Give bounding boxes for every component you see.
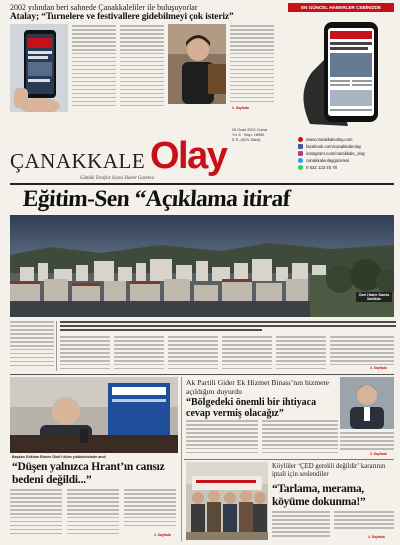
top-page-ref: 2. Sayfada (232, 106, 249, 110)
left-story-caption: Başkan Gökhan Birsen Dink’i ölüm yıldönümünde andı (12, 455, 106, 459)
lead-page-ref: 4. Sayfada (370, 366, 387, 370)
masthead-date: 26 Ocak 2024 Cuma (232, 128, 267, 132)
left-story-col-2 (67, 489, 119, 539)
contact-twitter[interactable]: canakkaleolaygazetesi (298, 157, 394, 164)
right-story-headline: “Tarlama, merama, köyüme dokunma!” (272, 483, 366, 508)
lead-photo (10, 215, 394, 317)
lead-headline: Eğitim-Sen “Açıklama itiraf (22, 186, 291, 212)
right-story-col-1 (272, 511, 330, 541)
singer-photo (168, 24, 226, 104)
contact-instagram[interactable]: instagram.com/canakkale_olay (298, 150, 394, 157)
top-headline: Atalay; “Turnelere ve festivallere gidebilmeyi çok isteriz” (10, 12, 234, 22)
right-story-col-2 (334, 511, 394, 533)
mid-col-1 (186, 420, 258, 458)
left-story-col-1 (10, 489, 62, 539)
top-story-col-2 (120, 25, 164, 111)
masthead-rule (10, 183, 394, 185)
lead-col-4 (222, 336, 272, 372)
mid-col-2 (262, 420, 338, 458)
top-kicker: 2002 yılından beri sahnede Çanakkaleliler ile buluşuyorlar (10, 3, 198, 12)
masthead-price: 5 TL (KDV Dahil) (232, 138, 261, 142)
left-story-headline: “Düşen yalnızca Hrant’ın cansız bedeni değildi...” (12, 461, 165, 486)
mid-photo (340, 377, 394, 429)
birsen-photo (10, 377, 178, 453)
masthead-name-left: ÇANAKKALE (10, 149, 146, 173)
sidebar-phone-image (290, 14, 394, 132)
masthead-logo (10, 137, 300, 177)
right-story-page-ref: 4. Sayfada (368, 535, 385, 539)
lead-col-5 (276, 336, 326, 372)
mid-bottom-rule (184, 459, 394, 460)
contact-facebook[interactable]: facebook.com/canakkaleolay (298, 143, 394, 150)
lead-col-2 (114, 336, 164, 372)
phone-photo (10, 24, 68, 112)
bottom-divider (181, 377, 182, 541)
mid-page-ref: 3. Sayfada (370, 452, 387, 456)
left-story-col-3 (124, 489, 176, 531)
lead-col-3 (168, 336, 218, 372)
lead-sidebar-col (10, 321, 54, 371)
left-story-page-ref: 2. Sayfada (154, 533, 171, 537)
masthead-issue: Yıl: 8 · Sayı: 18990 (232, 133, 265, 137)
top-story-col-1 (72, 25, 116, 111)
section-rule (10, 374, 394, 375)
sidebar-contact-list (298, 136, 394, 171)
mid-headline-top: Ak Partili Gider Ek Hizmet Binası’nın hizmete açıldığını duyurdu (186, 378, 329, 396)
mid-headline: “Bölgedeki önemli bir ihtiyaca cevap vermiş olacağız” (186, 397, 317, 419)
lead-col-6 (330, 336, 394, 368)
contact-phone[interactable]: 0 532 123 45 78 (298, 164, 394, 171)
top-story-col-3 (230, 25, 274, 105)
lead-intro (60, 321, 396, 335)
mid-col-3 (340, 432, 394, 452)
lead-col-1 (60, 336, 110, 372)
lead-photo-label: Özel Haber Damla Sadiklar (356, 292, 392, 302)
masthead-name-right: Olay (150, 135, 227, 177)
sidebar-tag: EN GÜNCEL HABERLER CEBİNİZDE (288, 3, 394, 12)
villagers-photo (186, 462, 268, 540)
masthead-tagline: Günlük Tarafsız Siyasi Haber Gazetesi (80, 176, 155, 181)
contact-web[interactable]: www.canakkaleolay.com (298, 136, 394, 143)
right-story-kicker: Köylüler ‘ÇED gerekli değildir’ kararının iptali için seslendiler (272, 463, 386, 478)
lead-divider (56, 321, 57, 371)
